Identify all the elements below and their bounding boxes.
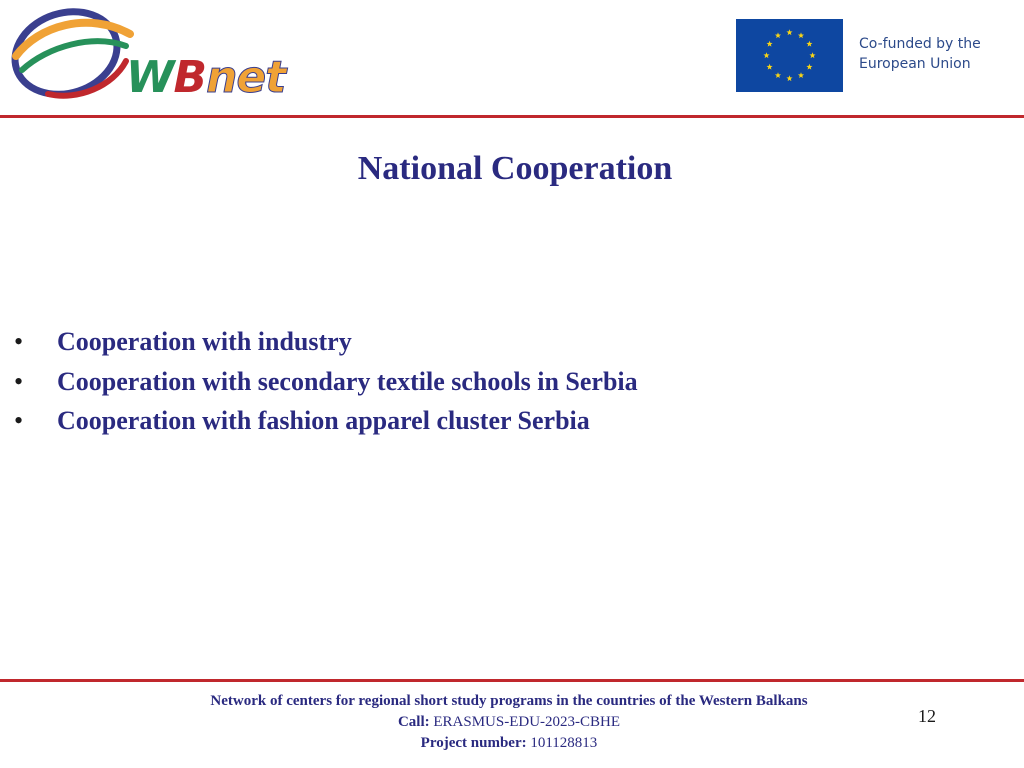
- bullet-item: [14, 322, 638, 362]
- eu-line-1: Co-funded by the: [859, 36, 981, 52]
- footer-call-value: ERASMUS-EDU-2023-CBHE: [433, 714, 621, 730]
- eu-star-icon: [763, 52, 769, 58]
- bullet-text: Cooperation with secondary textile schools in Serbia: [57, 366, 638, 396]
- eu-star-icon: [798, 72, 804, 78]
- bullet-item: [14, 362, 638, 402]
- eu-star-icon: [767, 64, 773, 70]
- slide-footer: [0, 691, 1018, 754]
- slide-title: National Cooperation: [357, 150, 673, 187]
- eu-star-icon: [786, 29, 792, 35]
- header-divider: [0, 115, 1024, 118]
- eu-stars: [736, 19, 843, 92]
- bullet-item: [14, 401, 638, 441]
- footer-project-label: Project number:: [420, 735, 527, 751]
- footer-call-line: [0, 712, 1018, 733]
- eu-flag-icon: [736, 19, 843, 92]
- footer-divider: [0, 679, 1024, 682]
- footer-call-label: Call:: [397, 714, 430, 730]
- bullet-text: Cooperation with industry: [57, 327, 352, 356]
- eu-cofunded-label: [859, 34, 981, 74]
- eu-line-2: European Union: [859, 56, 971, 72]
- bullet-list: [14, 322, 638, 441]
- bullet-icon: •: [14, 327, 24, 356]
- eu-star-icon: [798, 32, 804, 38]
- eu-star-icon: [767, 41, 773, 47]
- page-number: 12: [918, 706, 936, 726]
- eu-star-icon: [775, 72, 781, 78]
- eu-star-icon: [806, 64, 812, 70]
- bullet-icon: •: [14, 406, 24, 435]
- globe-swoosh-icon: [8, 6, 138, 106]
- eu-star-icon: [786, 75, 792, 81]
- eu-star-icon: [809, 52, 815, 58]
- footer-project-value: 101128813: [530, 735, 598, 751]
- bullet-text: Cooperation with fashion apparel cluster Serbia: [57, 406, 590, 435]
- eu-star-icon: [775, 32, 781, 38]
- footer-network-line: Network of centers for regional short study programs in the countries of the Western Balkans: [210, 693, 808, 709]
- slide-header: [0, 0, 1024, 120]
- wbnet-logo-text: WBnet: [126, 52, 286, 103]
- eu-star-icon: [806, 41, 812, 47]
- wbnet-logo: [8, 6, 286, 106]
- footer-project-line: [0, 733, 1018, 754]
- bullet-icon: •: [14, 366, 24, 396]
